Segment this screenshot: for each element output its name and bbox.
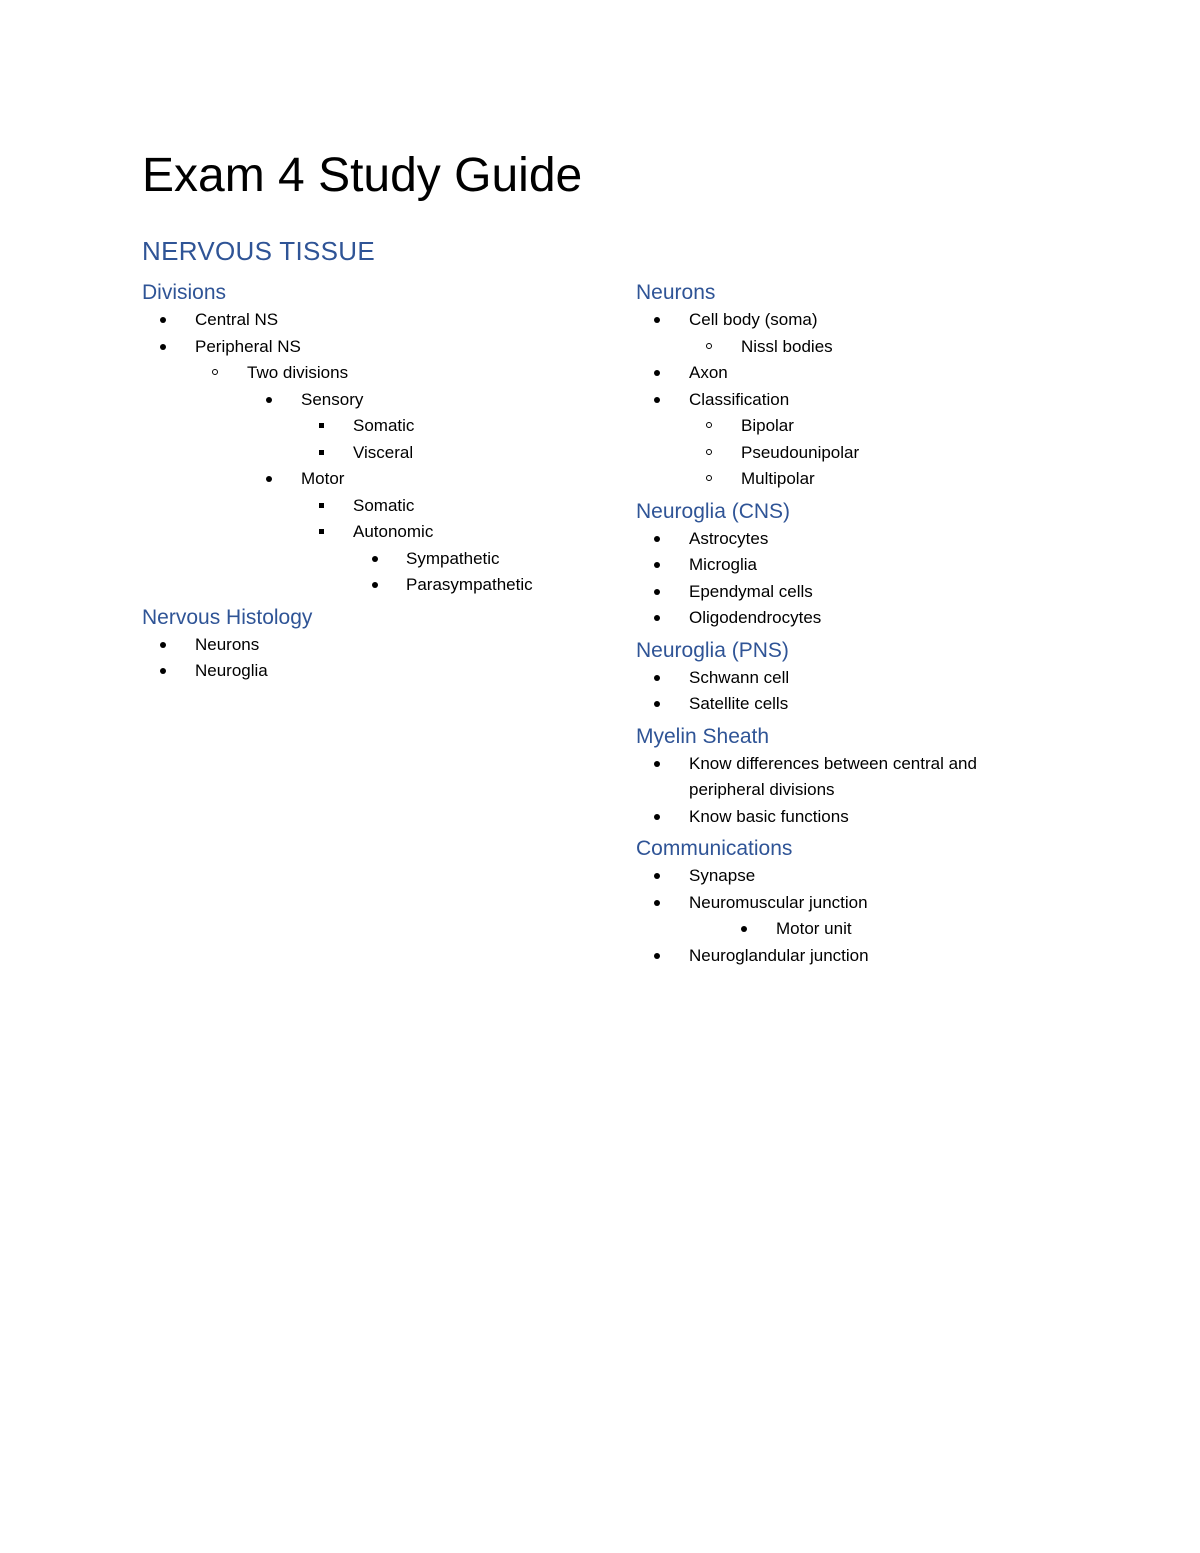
list-item-label: Peripheral NS [195, 336, 301, 356]
list-item-label: Motor [301, 469, 345, 488]
neuroglia-pns-section [636, 637, 1056, 718]
list-item-label: Classification [689, 389, 790, 409]
list-item-label: Neuroglia [195, 661, 268, 680]
left-column [142, 279, 562, 690]
list-item [636, 552, 1056, 579]
list-item-label: Neuroglandular junction [689, 945, 869, 965]
list-item-label: Satellite cells [689, 694, 789, 713]
list-item-label: Multipolar [741, 469, 815, 488]
list-item [142, 387, 562, 414]
list-item [636, 890, 1056, 917]
neuroglia-cns-heading: Neuroglia (CNS) [636, 499, 791, 523]
communications-heading: Communications [636, 837, 793, 860]
list-item-label: Visceral [353, 442, 414, 462]
list-item-label: Two divisions [247, 363, 349, 382]
list-item-label: Know differences between central and peripheral divisions [689, 753, 977, 799]
list-item [636, 804, 1056, 831]
list-item-label: Oligodendrocytes [689, 608, 822, 627]
list-item [636, 943, 1056, 970]
list-item [636, 691, 1056, 718]
list-item [142, 632, 562, 659]
list-item [142, 413, 562, 440]
list-item [636, 466, 1056, 493]
list-item-label: Parasympathetic [406, 575, 533, 594]
list-item [636, 605, 1056, 632]
section-heading: NERVOUS TISSUE [142, 236, 375, 266]
list-item-label: Axon [689, 363, 728, 382]
list-item-label: Sensory [301, 389, 364, 409]
list-item-label: Sympathetic [406, 548, 500, 568]
neurons-section [636, 279, 1056, 493]
list-item-label: Somatic [353, 495, 415, 515]
divisions-heading: Divisions [142, 281, 227, 304]
page-title: Exam 4 Study Guide [142, 149, 583, 202]
myelin-section [636, 723, 1056, 831]
list-item [142, 519, 562, 546]
list-item [142, 334, 562, 361]
list-item [142, 658, 562, 685]
list-item-label: Pseudounipolar [741, 442, 860, 462]
list-item-label: Neuromuscular junction [689, 892, 868, 912]
list-item-label: Autonomic [353, 522, 434, 541]
list-item [142, 360, 562, 387]
list-item-label: Somatic [353, 416, 415, 435]
list-item-label: Synapse [689, 866, 756, 885]
list-item-label: Ependymal cells [689, 581, 813, 601]
communications-section [636, 835, 1056, 969]
list-item [636, 307, 1056, 334]
neuroglia-pns-heading: Neuroglia (PNS) [636, 638, 789, 662]
list-item [636, 334, 1056, 361]
list-item-label: Motor unit [776, 919, 852, 938]
histology-section [142, 604, 562, 685]
list-item-label: Know basic functions [689, 806, 849, 826]
myelin-heading: Myelin Sheath [636, 724, 770, 748]
list-item [142, 466, 562, 493]
histology-heading: Nervous Histology [142, 605, 313, 629]
list-item [142, 307, 562, 334]
neurons-heading: Neurons [636, 281, 716, 304]
neuroglia-cns-section [636, 498, 1056, 632]
list-item-label: Neurons [195, 634, 260, 654]
list-item [636, 360, 1056, 387]
divisions-section [142, 279, 562, 599]
list-item [142, 440, 562, 467]
list-item-label: Nissl bodies [741, 336, 833, 356]
list-item-label: Astrocytes [689, 528, 769, 548]
list-item [142, 572, 562, 599]
list-item [142, 493, 562, 520]
list-item [636, 440, 1056, 467]
list-item-label: Bipolar [741, 416, 794, 435]
list-item [636, 413, 1056, 440]
list-item [636, 526, 1056, 553]
list-item [636, 916, 1056, 943]
list-item-label: Central NS [195, 310, 279, 329]
list-item [636, 863, 1056, 890]
list-item-label: Schwann cell [689, 667, 790, 687]
list-item [636, 387, 1056, 414]
list-item [636, 751, 1056, 804]
list-item-label: Microglia [689, 555, 758, 574]
right-column [636, 279, 1056, 974]
list-item [636, 579, 1056, 606]
list-item [636, 665, 1056, 692]
list-item-label: Cell body (soma) [689, 310, 818, 329]
list-item [142, 546, 562, 573]
